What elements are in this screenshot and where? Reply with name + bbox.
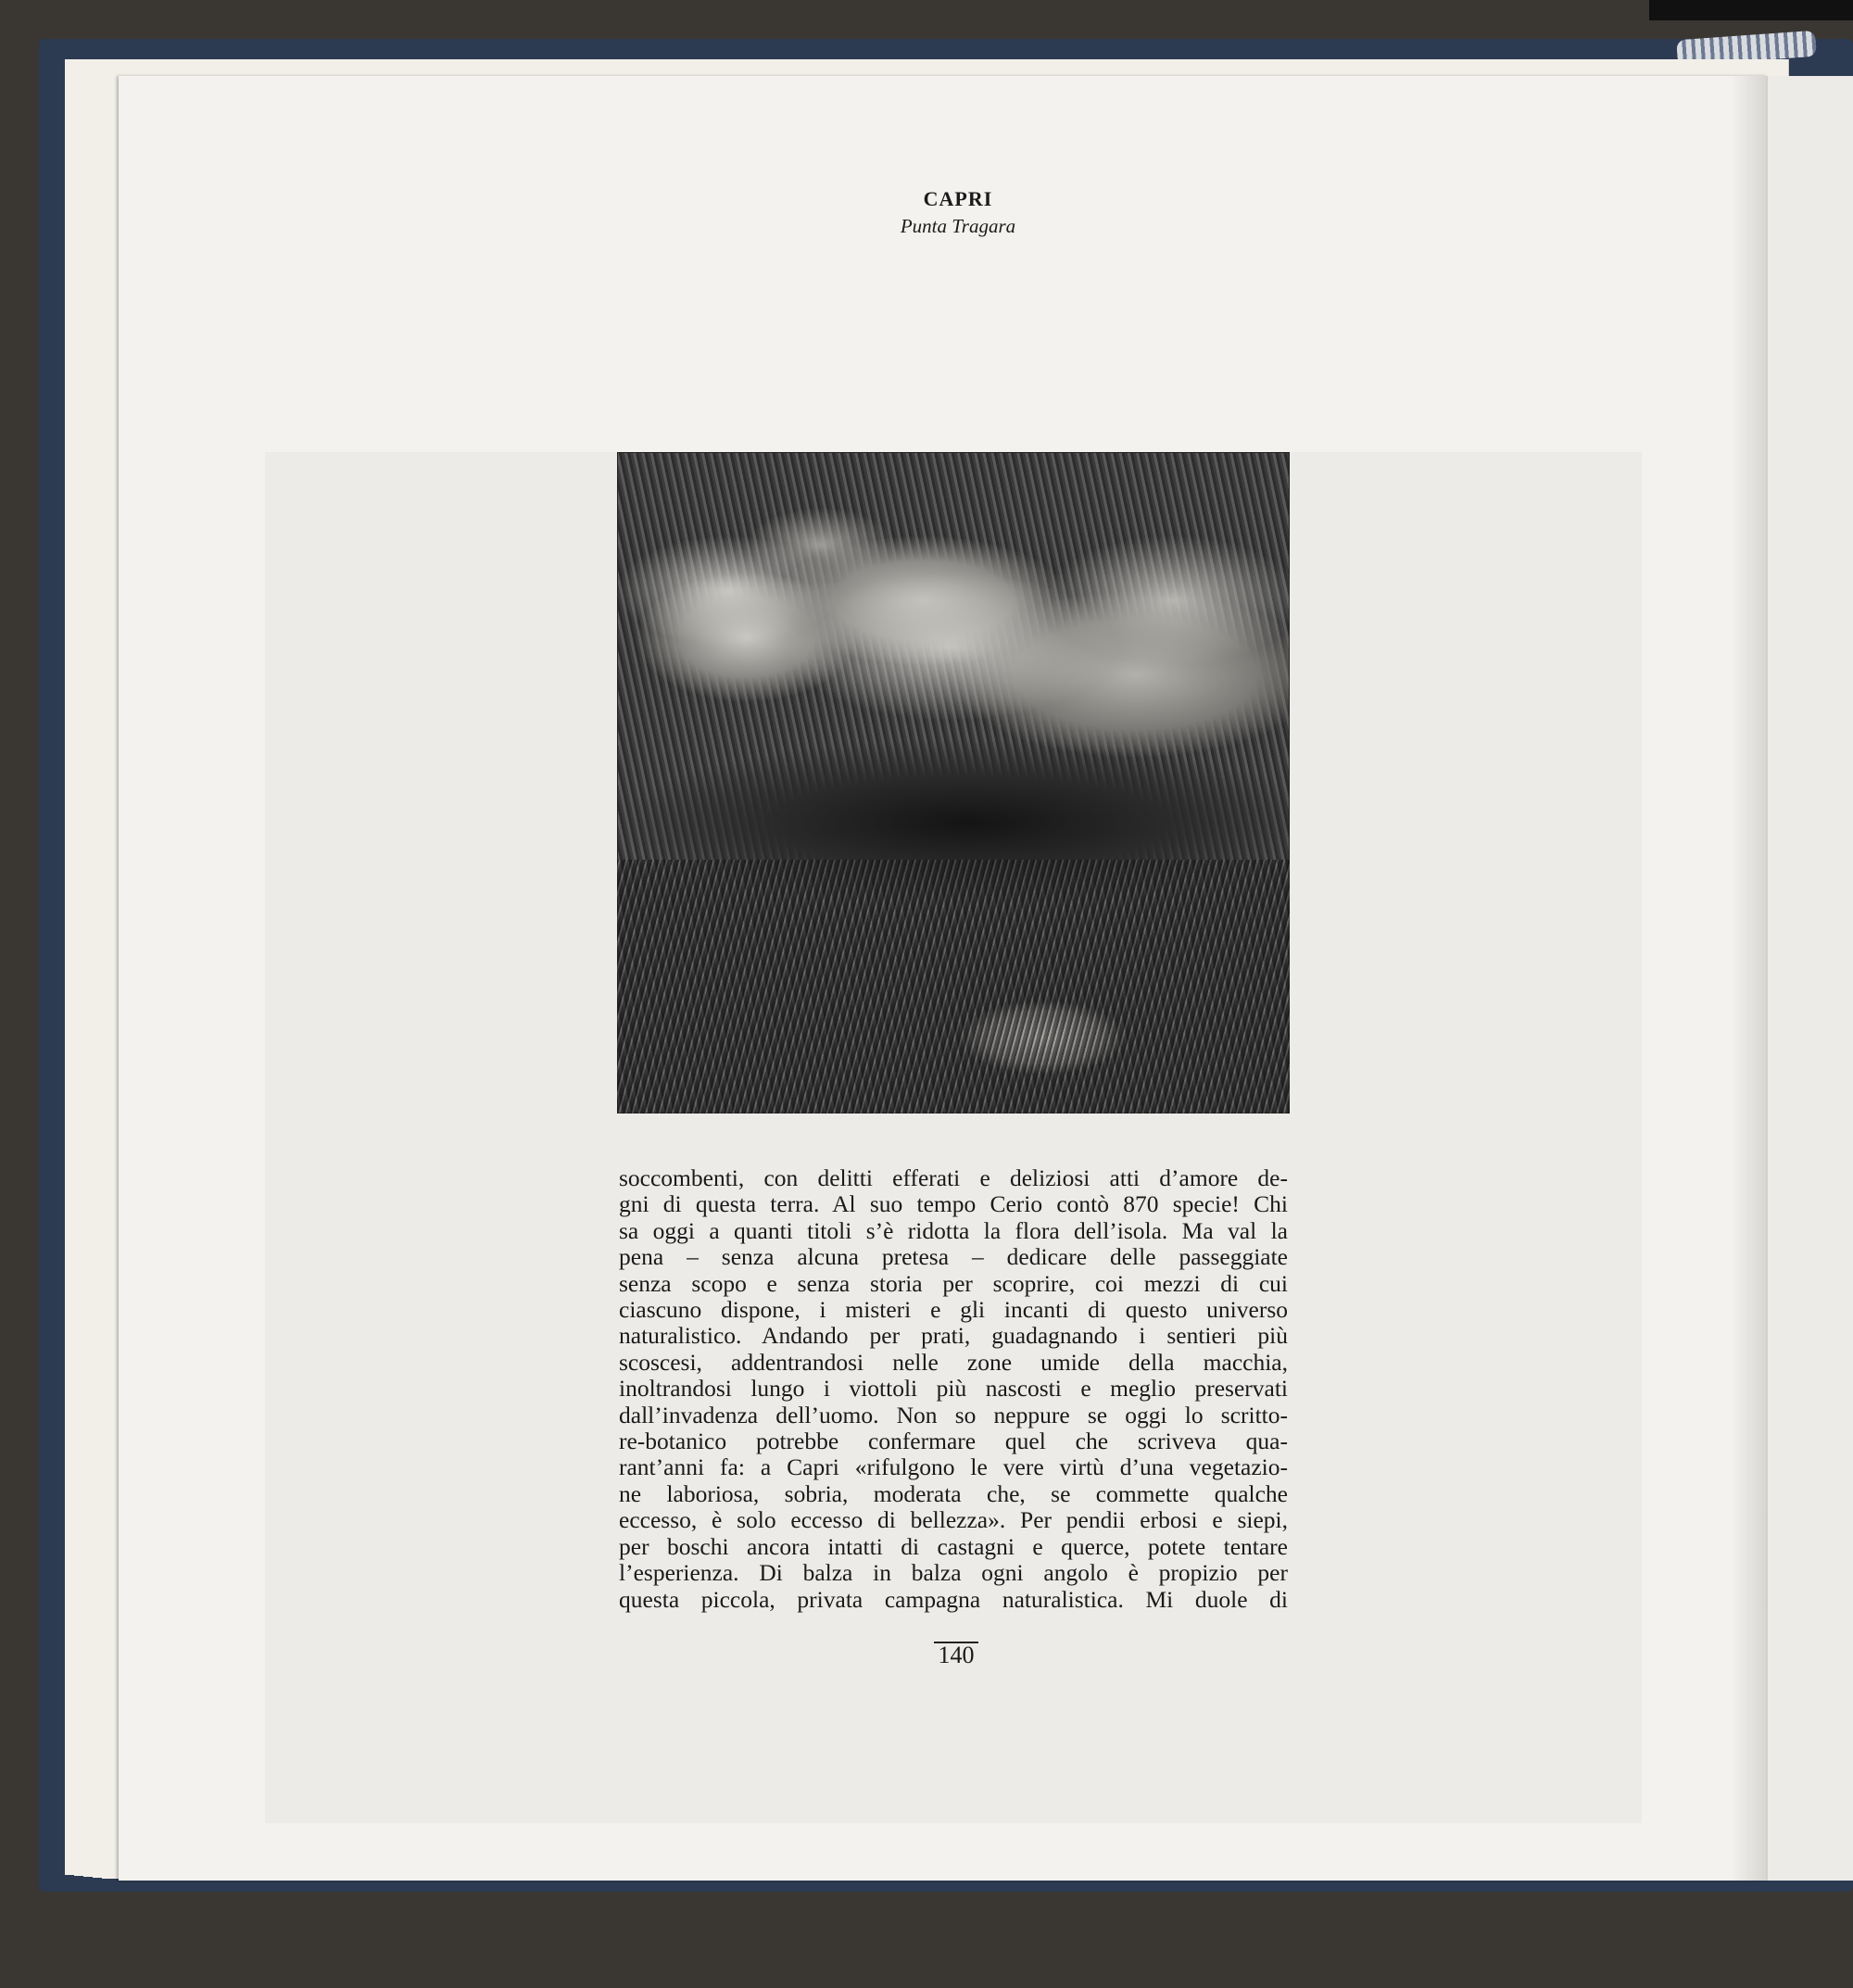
running-header (615, 185, 1301, 239)
body-line: ne laboriosa, sobria, moderata che, se commette qualche (619, 1480, 1288, 1507)
page-number: 140 (938, 1642, 975, 1668)
rock-photo-icon (617, 452, 1290, 1114)
body-line: per boschi ancora intatti di castagni e querce, potete tentare (619, 1533, 1288, 1560)
body-line: questa piccola, privata campagna naturalistica. Mi duole di (619, 1586, 1288, 1613)
spine-shadow (1731, 76, 1768, 1881)
facing-page (1766, 76, 1853, 1881)
body-line: scoscesi, addentrandosi nelle zone umide della macchia, (619, 1349, 1288, 1376)
body-paragraph (619, 1165, 1288, 1613)
photo-grass-layer (617, 860, 1290, 1114)
header-subtitle: Punta Tragara (900, 215, 1016, 237)
body-line: sa oggi a quanti titoli s’è ridotta la flora dell’isola. Ma val la (619, 1217, 1288, 1244)
photo-rock-layer (617, 489, 1290, 767)
body-line: senza scopo e senza storia per scoprire, coi mezzi di cui (619, 1270, 1288, 1297)
body-line: dall’invadenza dell’uomo. Non so neppure se oggi lo scritto- (619, 1402, 1288, 1428)
body-line: gni di questa terra. Al suo tempo Cerio contò 870 specie! Chi (619, 1191, 1288, 1218)
body-line: rant’anni fa: a Capri «rifulgono le vere virtù d’una vegetazio- (619, 1454, 1288, 1481)
body-line: re-botanico potrebbe confermare quel che scriveva qua- (619, 1428, 1288, 1455)
body-line: naturalistico. Andando per prati, guadagnando i sentieri più (619, 1323, 1288, 1350)
body-line: inoltrandosi lungo i viottoli più nascosti e meglio preservati (619, 1376, 1288, 1403)
body-line: l’esperienza. Di balza in balza ogni angolo è propizio per (619, 1560, 1288, 1587)
body-line: soccombenti, con delitti efferati e deliziosi atti d’amore de- (619, 1165, 1288, 1191)
body-line: eccesso, è solo eccesso di bellezza». Per pendii erbosi e siepi, (619, 1507, 1288, 1534)
body-line: ciascuno dispone, i misteri e gli incanti di questo universo (619, 1297, 1288, 1324)
header-title: CAPRI (923, 187, 993, 210)
top-dark-bar (1649, 0, 1853, 20)
body-line: pena – senza alcuna pretesa – dedicare delle passeggiate (619, 1244, 1288, 1271)
